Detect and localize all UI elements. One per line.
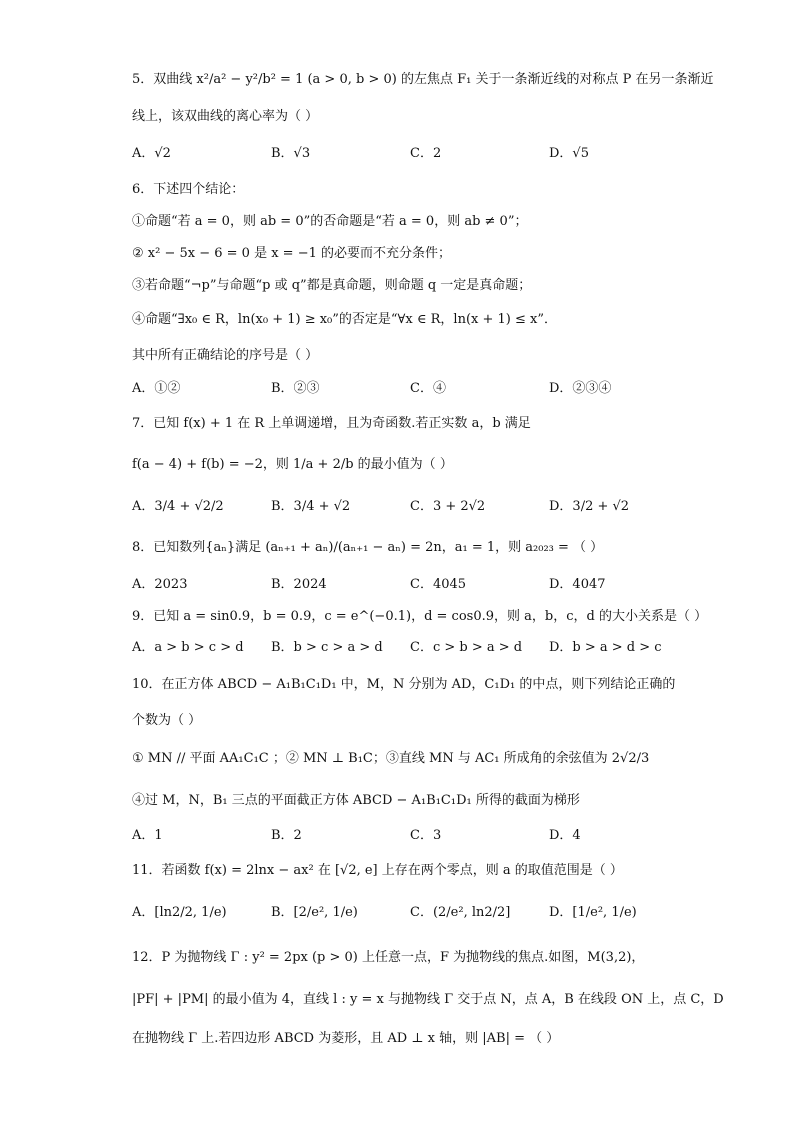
option-a: A．a > b > c > d: [132, 640, 244, 655]
option-a: A．2023: [132, 577, 188, 592]
option-c: C．4045: [410, 577, 467, 592]
question-6-statement-4: ④命题“∃x₀ ∈ R，ln(x₀ + 1) ≥ x₀”的否定是“∀x ∈ R，ln(x + 1) ≤ x”．: [132, 312, 557, 327]
option-d: D．√5: [549, 146, 589, 161]
option-b: B．√3: [271, 146, 311, 161]
question-12-stem-line-1: 12．P 为抛物线 Γ : y² = 2px (p > 0) 上任意一点，F 为抛物线的焦点.如图，M(3,2)，: [132, 950, 645, 965]
option-c: C．2: [410, 146, 442, 161]
option-b: B．b > c > a > d: [271, 640, 383, 655]
question-9-stem-line-1: 9．已知 a = sin0.9，b = 0.9，c = e^(−0.1)，d = cos0.9，则 a，b，c，d 的大小关系是（ ）: [132, 609, 708, 624]
option-b: B．3/4 + √2: [271, 499, 351, 514]
question-8-stem-line-1: 8．已知数列{aₙ}满足 (aₙ₊₁ + aₙ)/(aₙ₊₁ − aₙ) = 2n，a₁ = 1，则 a₂₀₂₃ = （ ）: [132, 540, 604, 555]
question-12-stem-line-3: 在抛物线 Γ 上.若四边形 ABCD 为菱形，且 AD ⊥ x 轴，则 |AB| = （ ）: [132, 1031, 560, 1046]
question-6-statement-3: ③若命题“¬p”与命题“p 或 q”都是真命题，则命题 q 一定是真命题；: [132, 278, 532, 293]
question-6-stem-line-1: 6．下述四个结论：: [132, 182, 245, 197]
option-a: A．①②: [132, 381, 181, 396]
option-d: D．4047: [549, 577, 606, 592]
question-10-statements-1-3: ① MN // 平面 AA₁C₁C ；② MN ⊥ B₁C；③直线 MN 与 AC₁ 所成角的余弦值为 2√2/3: [132, 751, 650, 766]
option-d: D．[1/e², 1/e): [549, 905, 637, 920]
option-b: B．②③: [271, 381, 320, 396]
option-a: A．√2: [132, 146, 171, 161]
question-11-stem-line-1: 11．若函数 f(x) = 2lnx − ax² 在 [√2, e] 上存在两个零点，则 a 的取值范围是（ ）: [132, 863, 623, 878]
question-5-stem-line-2: 线上，该双曲线的离心率为（ ）: [132, 109, 319, 124]
question-10-statement-4: ④过 M，N，B₁ 三点的平面截正方体 ABCD − A₁B₁C₁D₁ 所得的截面为梯形: [132, 793, 580, 808]
option-d: D．b > a > d > c: [549, 640, 662, 655]
question-6-statement-1: ①命题“若 a = 0，则 ab = 0”的否命题是“若 a = 0，则 ab ≠ 0”；: [132, 214, 528, 229]
question-10-stem-line-1: 10．在正方体 ABCD − A₁B₁C₁D₁ 中，M，N 分别为 AD，C₁D₁ 的中点，则下列结论正确的: [132, 677, 676, 692]
option-d: D．4: [549, 828, 581, 843]
question-7-stem-line-1: 7．已知 f(x) + 1 在 R 上单调递增，且为奇函数.若正实数 a，b 满足: [132, 416, 531, 431]
option-a: A．[ln2/2, 1/e): [132, 905, 227, 920]
question-6-prompt: 其中所有正确结论的序号是（ ）: [132, 348, 319, 363]
option-c: C．(2/e², ln2/2]: [410, 905, 511, 920]
option-d: D．②③④: [549, 381, 612, 396]
option-a: A．3/4 + √2/2: [132, 499, 224, 514]
option-b: B．2024: [271, 577, 327, 592]
option-c: C．④: [410, 381, 446, 396]
option-c: C．3 + 2√2: [410, 499, 486, 514]
question-6-statement-2: ② x² − 5x − 6 = 0 是 x = −1 的必要而不充分条件；: [132, 246, 451, 261]
question-7-stem-line-2: f(a − 4) + f(b) = −2，则 1/a + 2/b 的最小值为（ ）: [132, 457, 453, 472]
question-5-stem-line-1: 5．双曲线 x²/a² − y²/b² = 1 (a > 0, b > 0) 的左焦点 F₁ 关于一条渐近线的对称点 P 在另一条渐近: [132, 72, 714, 87]
question-10-stem-line-2: 个数为（ ）: [132, 713, 202, 728]
option-a: A．1: [132, 828, 163, 843]
question-12-stem-line-2: |PF| + |PM| 的最小值为 4，直线 l : y = x 与抛物线 Γ 交于点 N，点 A，B 在线段 ON 上，点 C，D: [132, 992, 724, 1007]
option-d: D．3/2 + √2: [549, 499, 630, 514]
option-c: C．c > b > a > d: [410, 640, 523, 655]
option-b: B．[2/e², 1/e): [271, 905, 358, 920]
option-b: B．2: [271, 828, 302, 843]
option-c: C．3: [410, 828, 442, 843]
